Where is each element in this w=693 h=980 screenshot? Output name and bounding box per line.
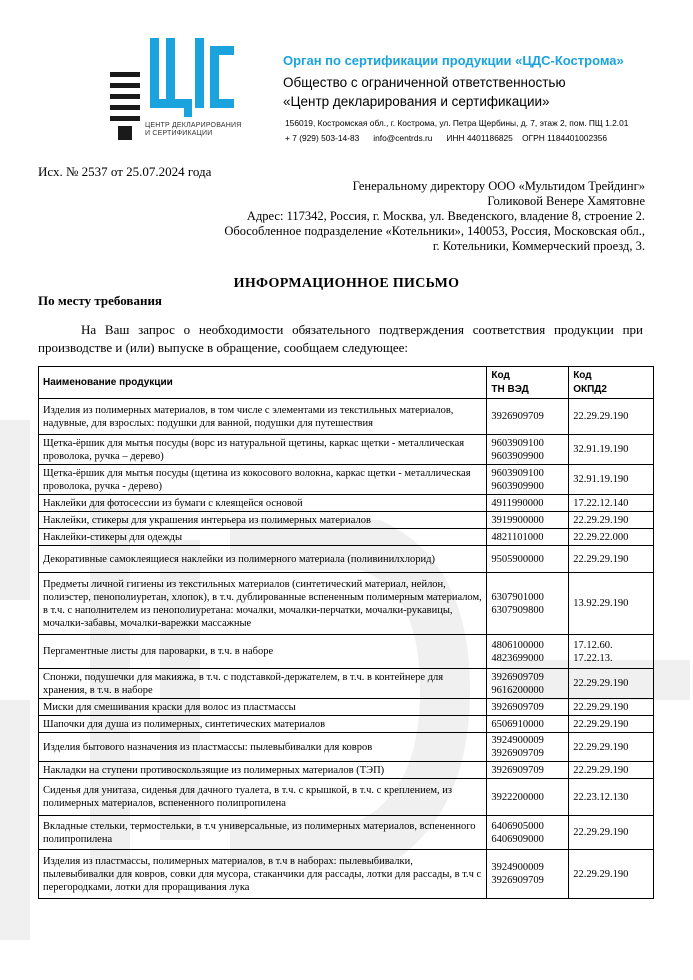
table-row [39,435,654,465]
letter-reference: Исх. № 2537 от 25.07.2024 года [38,164,212,179]
code-value: 32.91.19.190 [573,474,629,485]
intro-paragraph: На Ваш запрос о необходимости обязательного подтверждения соответствия продукции при производстве и (или) выпуске в обращение, сообщаем следующее: [38,322,643,355]
code-value: 9603909100 [491,437,544,449]
okpd-code-cell [569,465,654,495]
table-row [39,850,654,899]
org-title: Орган по сертификации продукции «ЦДС-Кострома» [283,53,624,68]
header-okpd: Код ОКПД2 [569,367,654,399]
product-name-cell: Декоративные самоклеящиеся наклейки из полимерного материала (поливинилхлорид) [39,546,487,573]
code-value: 22.29.29.190 [573,827,629,838]
code-value: 4823699000 [491,652,544,664]
table-row [39,573,654,635]
tnved-code-cell [487,762,569,779]
product-name-cell: Вкладные стельки, термостельки, в т.ч универсальные, из полимерных материалов, вспененного полипропилена [39,816,487,850]
okpd-code-cell [569,573,654,635]
okpd-code-cell [569,635,654,669]
code-value: 3924900009 [491,862,544,873]
product-name-cell: Изделия бытового назначения из пластмассы: пылевыбивалки для ковров [39,733,487,762]
header-tnved: Код ТН ВЭД [487,367,569,399]
okpd-code-cell [569,816,654,850]
place-of-requirement: По месту требования [38,293,162,308]
code-value: 3926909709 [491,764,544,776]
product-name-cell: Шапочки для душа из полимерных, синтетических материалов [39,716,487,733]
code-value: 22.29.29.190 [573,868,629,880]
addressee-block: Генеральному директору ООО «Мультидом Трейдинг» Голиковой Венере Хамятовне Адрес: 117342, Россия, г. Москва, ул. Введенского, владение 8, строение 2. Обособленное подразделение «Котельники», 140053, Россия, Московская обл., г. Котельники, Коммерческий проезд, 3. [224,179,645,253]
code-value: 32.91.19.190 [573,444,629,455]
okpd-code-cell [569,435,654,465]
code-value: 22.29.29.190 [573,514,629,526]
tnved-code-cell [487,546,569,573]
tnved-code-cell [487,512,569,529]
code-value: 22.29.22.000 [573,531,629,543]
tnved-code-cell [487,465,569,495]
product-name-cell: Предметы личной гигиены из текстильных материалов (синтетический материал, нейлон, полиэстер, пенополиуретан, хлопок), в т.ч. дублированные вспененным полимерным материалом, в т.ч. с наполнителем из пенополиуретана: мочалки, мочалки-перчатки, мочалки-рукавицы, мочалки-забавы, мочалки-варежки массажные [39,573,487,635]
tnved-code-cell [487,733,569,762]
okpd-code-cell [569,546,654,573]
code-value: 22.29.29.190 [573,718,629,730]
code-value: 22.29.29.190 [573,411,629,422]
table-row [39,716,654,733]
code-value: 22.29.29.190 [573,741,629,753]
table-row [39,733,654,762]
code-value: 6307909800 [491,604,544,616]
tnved-code-cell [487,573,569,635]
table-row [39,779,654,816]
code-value: 17.22.12.140 [573,497,629,509]
tnved-code-cell [487,779,569,816]
org-contacts: + 7 (929) 503-14-83 info@centrds.ru ИНН 4401186825 ОГРН 1184401002356 [285,133,608,143]
product-name-cell: Пергаментные листы для пароварки, в т.ч. в наборе [39,635,487,669]
code-value: 9505900000 [491,553,544,565]
product-name-cell: Изделия из полимерных материалов, в том числе с элементами из текстильных материалов, надувные, для взрослых: подушки для ванной, подушки для путешествия [39,399,487,435]
tnved-code-cell [487,495,569,512]
code-value: 22.29.29.190 [573,553,629,565]
table-row [39,762,654,779]
code-value: 22.29.29.190 [573,764,629,776]
code-value: 13.92.29.190 [573,598,629,609]
code-value: 4806100000 [491,639,544,651]
code-value: 3926909709 [491,748,544,759]
code-value: 3926909709 [491,875,544,886]
logo-subtitle: ЦЕНТР ДЕКЛАРИРОВАНИЯ И СЕРТИФИКАЦИИ [145,122,242,137]
header-product-name: Наименование продукции [39,367,487,399]
product-name-cell: Накладки на ступени противоскользящие из полимерных материалов (ТЭП) [39,762,487,779]
code-value: 6406909000 [491,833,544,845]
code-value: 3924900009 [491,735,544,746]
code-value: 4821101000 [491,531,544,543]
code-value: 17.12.60. [573,639,613,651]
table-header-row [39,367,654,399]
okpd-code-cell [569,762,654,779]
okpd-code-cell [569,733,654,762]
code-value: 22.23.12.130 [573,791,629,803]
product-name-cell: Щетка-ёршик для мытья посуды (щетина из кокосового волокна, каркас щетки - металлическая проволока, ручка - дерево) [39,465,487,495]
org-address: 156019, Костромская обл., г. Кострома, ул. Петра Щербины, д. 7, этаж 2, пом. ПЩ 1.2.01 + 7 (929) 503-14-83 info@centrds.ru ИНН 4401186825 ОГРН 1184401002356 [285,116,628,146]
product-name-cell: Изделия из пластмассы, полимерных материалов, в т.ч в наборах: пылевыбивалки, пылевыбивалки для ковров, совки для мусора, стаканчики для рассады, лотки для рассады, в т.ч с перегородками, лотки для проращивания лука [39,850,487,899]
code-value: 3919900000 [491,514,544,526]
table-row [39,399,654,435]
table-row [39,495,654,512]
product-name-cell: Сиденья для унитаза, сиденья для дачного туалета, в т.ч. с крышкой, в т.ч. с креплением, из полимерных материалов, вспененного полипропилена [39,779,487,816]
code-value: 6406905000 [491,820,544,832]
okpd-code-cell [569,699,654,716]
table-row [39,669,654,699]
code-value: 17.22.13. [573,652,613,664]
code-value: 9616200000 [491,684,544,696]
okpd-code-cell [569,512,654,529]
letterhead [0,0,693,150]
okpd-code-cell [569,716,654,733]
table-row [39,635,654,669]
okpd-code-cell [569,495,654,512]
code-value: 6506910000 [491,718,544,730]
code-value: 9603909900 [491,480,544,492]
document-title: ИНФОРМАЦИОННОЕ ПИСЬМО [233,276,460,291]
okpd-code-cell [569,529,654,546]
okpd-code-cell [569,399,654,435]
table-row [39,816,654,850]
code-value: 3926909709 [491,411,544,422]
product-name-cell: Спонжи, подушечки для макияжа, в т.ч. с подставкой-держателем, в т.ч. в контейнере для хранения, в т.ч. в наборе [39,669,487,699]
table-row [39,465,654,495]
table-row [39,546,654,573]
table-row [39,529,654,546]
table-row [39,699,654,716]
code-value: 9603909100 [491,467,544,479]
product-name-cell: Миски для смешивания краски для волос из пластмассы [39,699,487,716]
code-value: 3926909709 [491,701,544,713]
tnved-code-cell [487,435,569,465]
product-name-cell: Щетка-ёршик для мытья посуды (ворс из натуральной щетины, каркас щетки - металлическая проволока, ручка – дерево) [39,435,487,465]
code-value: 22.29.29.190 [573,701,629,713]
code-value: 4911990000 [491,497,544,509]
tnved-code-cell [487,816,569,850]
tnved-code-cell [487,399,569,435]
code-value: 6307901000 [491,591,544,603]
code-value: 3922200000 [491,791,544,803]
product-name-cell: Наклейки, стикеры для украшения интерьера из полимерных материалов [39,512,487,529]
okpd-code-cell [569,669,654,699]
code-value: 22.29.29.190 [573,678,629,689]
product-name-cell: Наклейки для фотосессии из бумаги с клеящейся основой [39,495,487,512]
tnved-code-cell [487,699,569,716]
products-table [38,366,654,899]
code-value: 9603909900 [491,450,544,462]
org-name: Общество с ограниченной ответственностью «Центр декларирования и сертификации» [283,75,566,109]
tnved-code-cell [487,635,569,669]
tnved-code-cell [487,716,569,733]
tnved-code-cell [487,850,569,899]
tnved-code-cell [487,669,569,699]
code-value: 3926909709 [491,671,544,683]
product-name-cell: Наклейки-стикеры для одежды [39,529,487,546]
okpd-code-cell [569,850,654,899]
tnved-code-cell [487,529,569,546]
okpd-code-cell [569,779,654,816]
table-row [39,512,654,529]
